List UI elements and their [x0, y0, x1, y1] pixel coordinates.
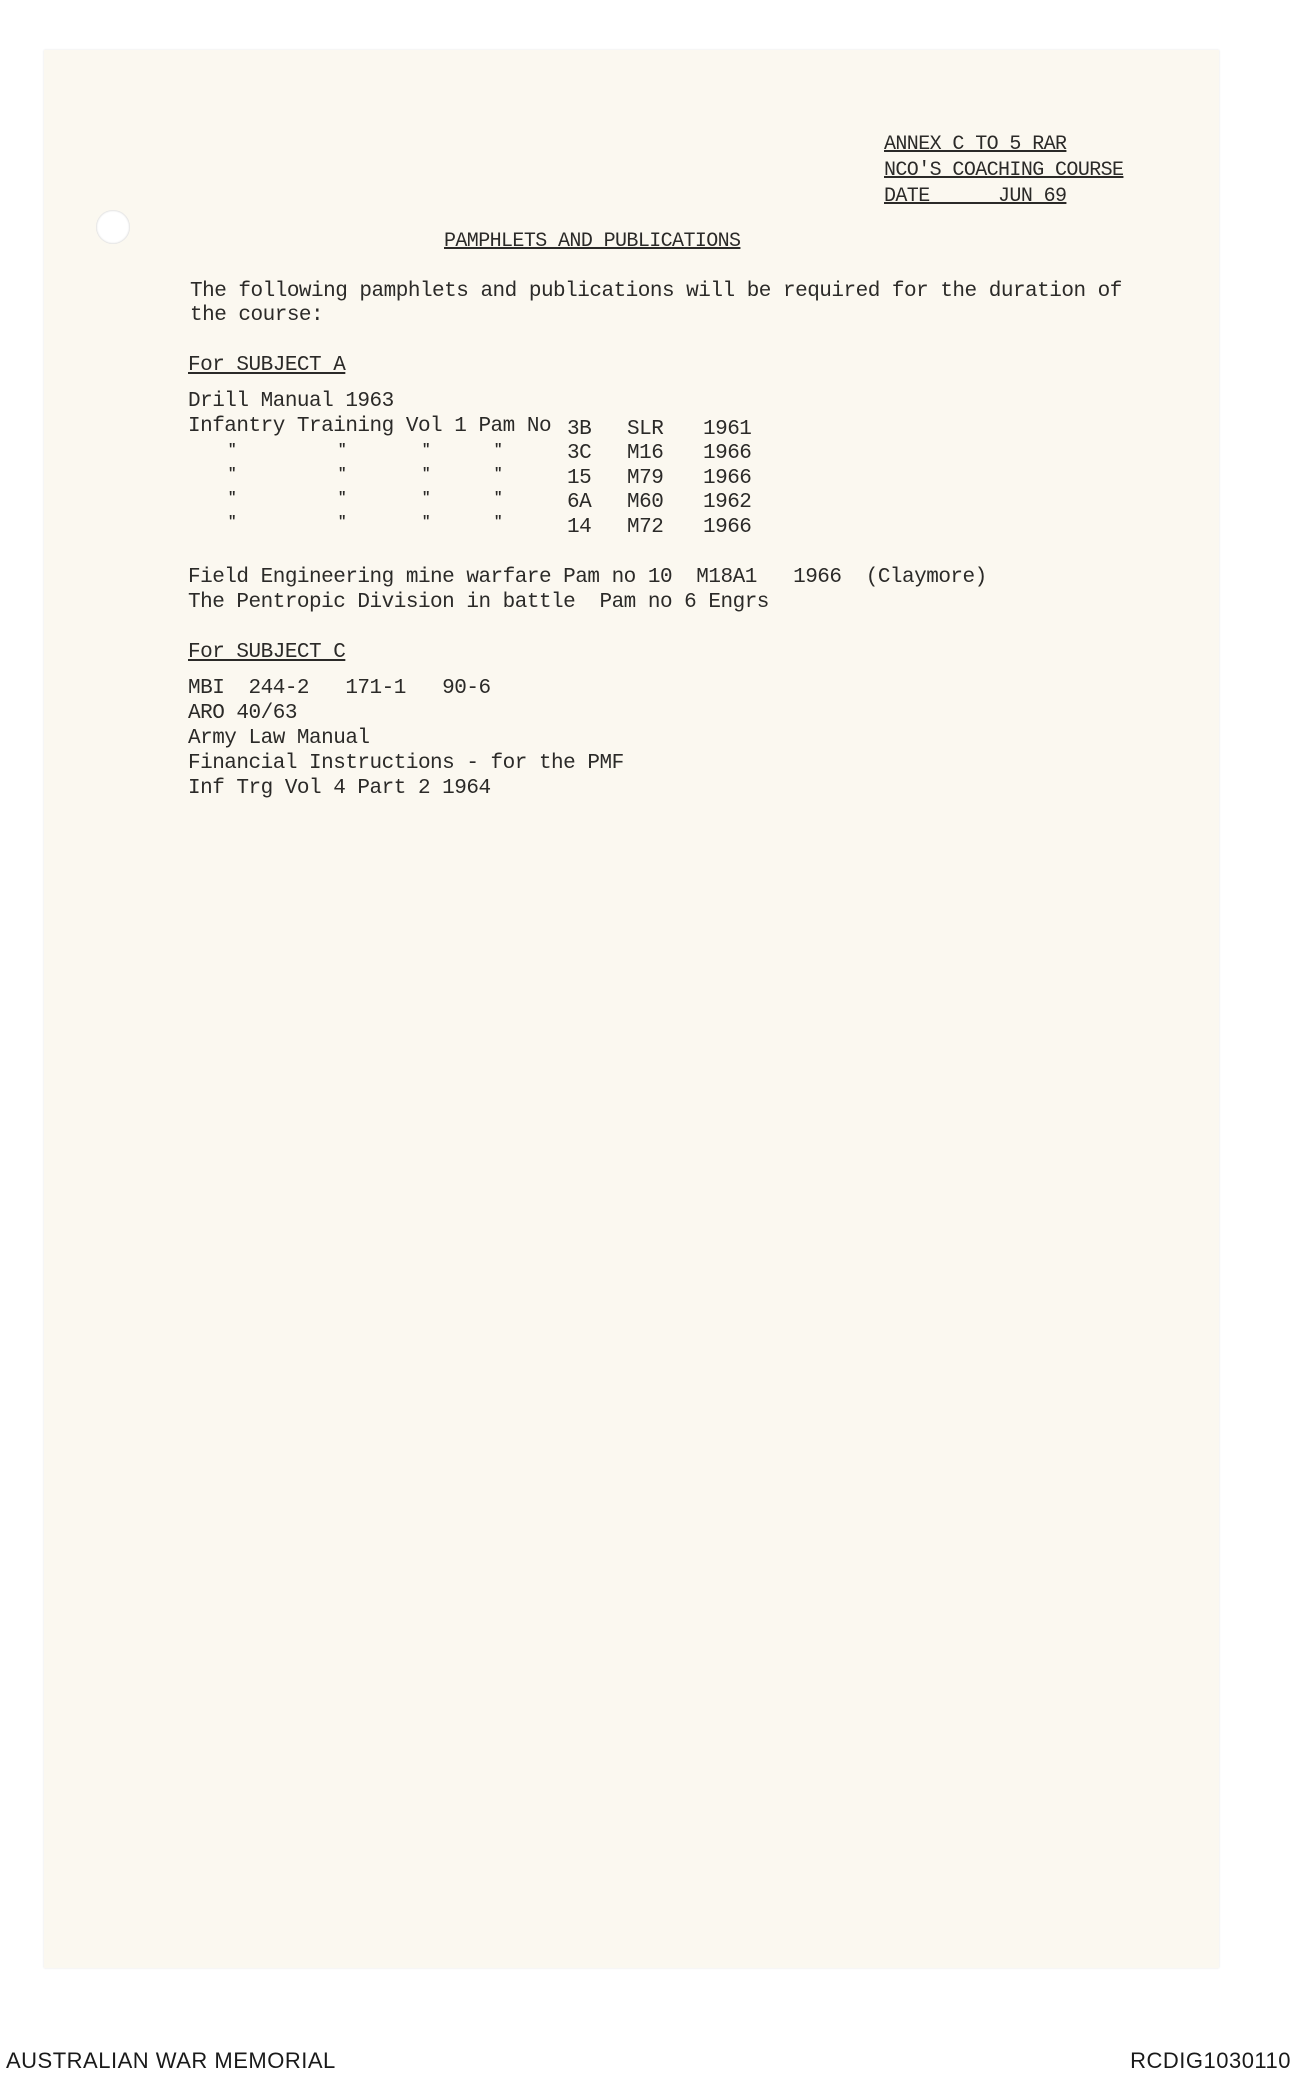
- ditto-mark: ": [228, 514, 237, 530]
- pam-year: 1966: [703, 442, 752, 465]
- ditto-mark: ": [422, 514, 431, 530]
- subject-a-heading: For SUBJECT A: [188, 354, 346, 377]
- ditto-mark: ": [422, 442, 431, 458]
- ditto-mark: ": [494, 514, 503, 530]
- pam-number: 3B: [567, 418, 592, 441]
- pam-number: 15: [567, 467, 592, 490]
- subject-c-item: Army Law Manual: [188, 727, 370, 750]
- intro-paragraph: The following pamphlets and publications will be required for the duration of the course:: [190, 280, 1122, 327]
- subject-c-item: ARO 40/63: [188, 702, 297, 725]
- footer-record-id: RCDIG1030110: [1130, 2048, 1291, 2073]
- ditto-mark: ": [228, 490, 237, 506]
- annex-header: [884, 132, 1123, 210]
- subject-c-heading: For SUBJECT C: [188, 641, 346, 664]
- pam-year: 1962: [703, 491, 752, 514]
- ditto-mark: ": [494, 442, 503, 458]
- subject-c-item: Inf Trg Vol 4 Part 2 1964: [188, 777, 491, 800]
- infantry-training-label: Infantry Training Vol 1 Pam No: [188, 415, 552, 438]
- pentropic-division-line: The Pentropic Division in battle Pam no 6 Engrs: [188, 591, 769, 614]
- ditto-mark: ": [228, 442, 237, 458]
- subject-c-item: Financial Instructions - for the PMF: [188, 752, 624, 775]
- pam-number: 6A: [567, 491, 592, 514]
- pam-weapon: M16: [627, 442, 664, 465]
- pam-year: 1966: [703, 516, 752, 539]
- ditto-mark: ": [338, 442, 347, 458]
- ditto-mark: ": [338, 514, 347, 530]
- field-engineering-line: Field Engineering mine warfare Pam no 10 M18A1 1966 (Claymore): [188, 566, 987, 589]
- ditto-mark: ": [494, 466, 503, 482]
- document-title: PAMPHLETS AND PUBLICATIONS: [444, 230, 741, 253]
- pam-weapon: SLR: [627, 418, 664, 441]
- footer-institution: AUSTRALIAN WAR MEMORIAL: [6, 2048, 336, 2073]
- pam-year: 1961: [703, 418, 752, 441]
- document-page: [44, 50, 1219, 1968]
- punch-hole: [96, 210, 130, 244]
- annex-line-1: ANNEX C TO 5 RAR: [884, 133, 1067, 156]
- ditto-mark: ": [494, 490, 503, 506]
- drill-manual-line: Drill Manual 1963: [188, 390, 394, 413]
- ditto-mark: ": [422, 490, 431, 506]
- pam-weapon: M72: [627, 516, 664, 539]
- pam-number: 3C: [567, 442, 592, 465]
- pam-number: 14: [567, 516, 592, 539]
- ditto-mark: ": [228, 466, 237, 482]
- annex-line-3: DATE JUN 69: [884, 185, 1067, 208]
- ditto-mark: ": [422, 466, 431, 482]
- subject-c-item: MBI 244-2 171-1 90-6: [188, 677, 491, 700]
- ditto-mark: ": [338, 466, 347, 482]
- pam-weapon: M79: [627, 467, 664, 490]
- pam-weapon: M60: [627, 491, 664, 514]
- pam-year: 1966: [703, 467, 752, 490]
- ditto-mark: ": [338, 490, 347, 506]
- annex-line-2: NCO'S COACHING COURSE: [884, 159, 1124, 182]
